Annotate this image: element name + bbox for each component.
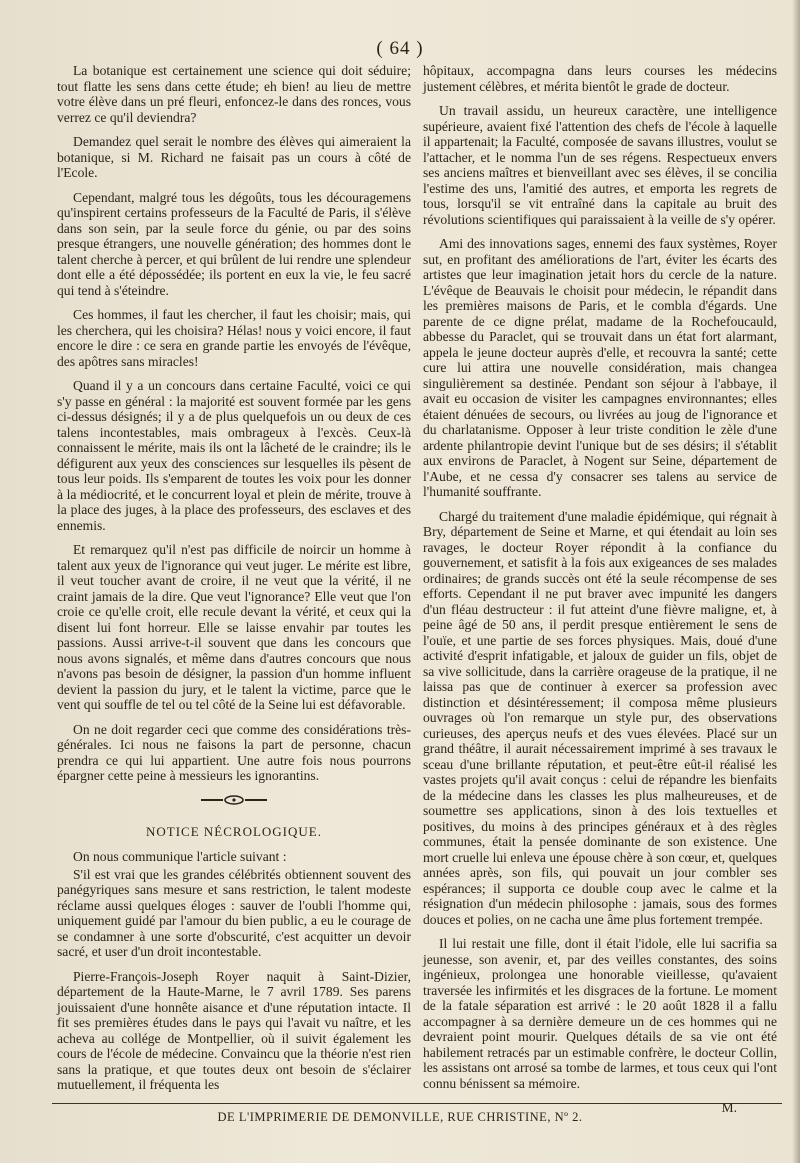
- paragraph: Et remarquez qu'il n'est pas difficile de noircir un homme à talent aux yeux de l'ignorance qui veut juger. Le mérite est libre, il veut toucher avant de croire, il ne veut que la vérité, il ne craint jamais de la dire. Que veut l'ignorance? Elle veut que l'on croie ce qu'elle croit, elle recule devant la vérité, et ceux qui la disent lui font horreur. Elle se laisse envahir par toutes les passions. Aussi arrive-t-il souvent que dans les concours que nous avons signalés, et même dans d'autres concours que nous n'avons pas besoin de désigner, la passion d'un homme influent devient la passion du jury, et le talent la victime, parce que le vent qui souffle de tel ou tel côté de la Seine lui est défavorable.: [57, 542, 411, 712]
- colophon-rule: [52, 1103, 782, 1104]
- signature: M.: [721, 1100, 737, 1115]
- page-edge-shadow: [792, 0, 800, 1163]
- ornament-divider: [199, 794, 269, 806]
- printer-colophon: DE L'IMPRIMERIE DE DEMONVILLE, RUE CHRISTINE, Nº 2.: [217, 1110, 583, 1124]
- paragraph: Ami des innovations sages, ennemi des faux systèmes, Royer sut, en profitant des améliorations de l'art, éviter les écarts des artistes que leur imagination jetait hors du cercle de la nature. L'évêque de Beauvais le choisit pour médecin, le répandit dans les premières maisons de Paris, et le combla d'égards. Une parente de ce digne prélat, madame de la Rochefoucauld, abbesse du Paraclet, qui se trouvait dans un état fort alarmant, appela le jeune docteur auprès d'elle, et recouvra la santé; cette cure lui attira une nouvelle considération, mais changea singulièrement sa destinée. Pendant son séjour à l'abbaye, il avait eu occasion de visiter les campagnes environnantes; elles étaient dénuées de secours, ou livrées au joug de l'ignorance et du charlatanisme. Opposer à leur triste condition le zèle d'une ardente philantropie devint l'unique but de ses désirs; il s'établit aux environs de Paraclet, à Nogent sur Seine, département de l'Aube, et ne cessa d'y consacrer ses talens au service de l'humanité souffrante.: [423, 236, 777, 499]
- paragraph: S'il est vrai que les grandes célébrités obtiennent souvent des panégyriques sans mesure et sans restriction, le talent modeste réclame aussi quelques éloges : sauver de l'oubli l'homme qui, uniquement guidé par l'amour du bien public, a eu le courage de se condamner à une sorte d'obscurité, c'est acquitter un devoir sacré, et user d'un droit incontestable.: [57, 866, 411, 959]
- section-heading: NOTICE NÉCROLOGIQUE.: [146, 823, 322, 839]
- paragraph: Pierre-François-Joseph Royer naquit à Saint-Dizier, département de la Haute-Marne, le 7 avril 1789. Ses parens jouissaient d'une honnête aisance et d'une réputation intacte. Il fit ses premières études dans le pays qui l'avait vu naître, et les acheva au collége de Montpellier, où il suivit également les cours de l'école de médecine. Convaincu que la théorie n'est rien sans la pratique, et que toutes deux ont besoin de s'éclairer mutuellement, il fréquenta les: [57, 968, 411, 1092]
- paragraph: La botanique est certainement une science qui doit séduire; tout flatte les sens dans cette étude; eh bien! au lieu de mettre votre élève dans un pré fleuri, enfoncez-le dans des ronces, vous verrez ce qu'il deviendra?: [57, 63, 411, 125]
- paragraph: Chargé du traitement d'une maladie épidémique, qui régnait à Bry, département de Seine et Marne, et qui étendait au loin ses ravages, le docteur Royer répondit à la confiance du gouvernement, et satisfit à la fois aux exigeances de ses malades ordinaires; de grands succès ont été la seule récompense de ses efforts. Cependant il ne put braver avec impunité les dangers d'un fléau destructeur : il fut atteint d'une fièvre maligne, et, à peine âgé de 50 ans, il perdit presque entièrement le sens de l'ouïe, et une partie de ses forces physiques. Mais, doué d'une activité d'esprit infatigable, et jaloux de guider un fils, objet de sa vive sollicitude, dans la carrière orageuse de la pratique, il ne laissa pas que de continuer à exercer sa profession avec distinction et désintéressement; il composa même plusieurs ouvrages où l'on remarque un style pur, des observations curieuses, des aperçus neufs et des vues élevées. Placé sur un grand théâtre, il aurait nécessairement imprimé à ses travaux le sceau d'une brillante réputation, et peut-être eût-il réalisé les vastes projets qu'il avait conçus : celui de répandre les bienfaits de la médecine dans les classes les plus malheureuses, et de soumettre ses applications, sinon à des lois textuelles et positives, du moins à des principes généraux et à des règles communes, était la pensée dominante de son existence. Une mort cruelle lui enleva une épouse chère à son cœur, et, quelques années après, son fils, qui pouvait un jour combler ses espérances; il supporta ce double coup avec le calme et la résignation d'un médecin philosophe : jamais, sous des formes douces et polies, on ne cacha une âme plus fortement trempée.: [423, 508, 777, 927]
- paragraph: hôpitaux, accompagna dans leurs courses les médecins justement célèbres, et mérita bientôt le grade de docteur.: [423, 63, 777, 94]
- paragraph: On ne doit regarder ceci que comme des considérations très-générales. Ici nous ne faisons la part de personne, chacun prendra ce qui lui appartient. Une autre fois nous pourrons épargner cette peine à messieurs les ignorantins.: [57, 721, 411, 783]
- page-number: ( 64 ): [376, 38, 424, 59]
- paragraph: Il lui restait une fille, dont il était l'idole, elle lui sacrifia sa jeunesse, son avenir, et, par des veilles constantes, des soins ingénieux, prolongea une honorable vieillesse, qu'avaient traversée les infirmités et les disgraces de la fortune. Le moment de la fatale séparation est arrivé : le 20 août 1828 il a fallu accompagner à sa dernière demeure un de ces hommes qui ne devraient point mourir. Quelques détails de sa vie ont été habilement retracés par un estimable confrère, le docteur Collin, les assistans ont arrosé sa tombe de larmes, et tous ceux qui l'ont connu bénissent sa mémoire.: [423, 936, 777, 1091]
- paragraph: Cependant, malgré tous les dégoûts, tous les découragemens qu'inspirent certains professeurs de la Faculté de Paris, il s'élève dans son sein, par la seule force du génie, ou par des soins presque étrangers, une nouvelle génération; des hommes dont le talent cherche à percer, et qui brûlent de lui rendre une splendeur dont elle a été dépossédée; ils portent en eux la vie, le feu sacré qui tend à s'éteindre.: [57, 189, 411, 298]
- right-column: [423, 63, 777, 1125]
- left-column: [57, 63, 411, 1102]
- paragraph: Quand il y a un concours dans certaine Faculté, voici ce qui s'y passe en général : la majorité est souvent formée par les gens ci-dessus désignés; il y a de plus quelquefois un ou deux de ces talens incontestables, mais ombrageux à l'excès. Ceux-là connaissent le mérite, mais ils ont la lâcheté de le craindre; ils le défigurent aux yeux des consciences sur lesquelles ils pèsent de tous leur poids. Ils s'emparent de toutes les voix pour les donner à la médiocrité, et le concurrent loyal et plein de mérite, trouve à la place des juges, à la place des professeurs, des esclaves et des ennemis.: [57, 378, 411, 533]
- paragraph: On nous communique l'article suivant :: [73, 849, 287, 864]
- paragraph: Demandez quel serait le nombre des élèves qui aimeraient la botanique, si M. Richard ne faisait pas un cours à côté de l'Ecole.: [57, 134, 411, 180]
- paragraph: Un travail assidu, un heureux caractère, une intelligence supérieure, avaient fixé l'attention des chefs de l'école à laquelle il appartenait; la Faculté, composée de savans illustres, voulut se l'attacher, et le nomma l'un de ses régens. Respectueux envers ses anciens maîtres et bienveillant avec ses élèves, il se concilia l'estime des uns, l'amitié des autres, et emporta les regrets de tous, lorsqu'il se vit entraîné dans la capitale au bruit des révolutions scientifiques qui paraissaient à la veille de s'y opérer.: [423, 103, 777, 227]
- paragraph: Ces hommes, il faut les chercher, il faut les choisir; mais, qui les cherchera, qui les choisira? Hélas! nous y voici encore, il faut encore le dire : ce sera en grande partie les envoyés de l'évêque, des apôtres sans miracles!: [57, 307, 411, 369]
